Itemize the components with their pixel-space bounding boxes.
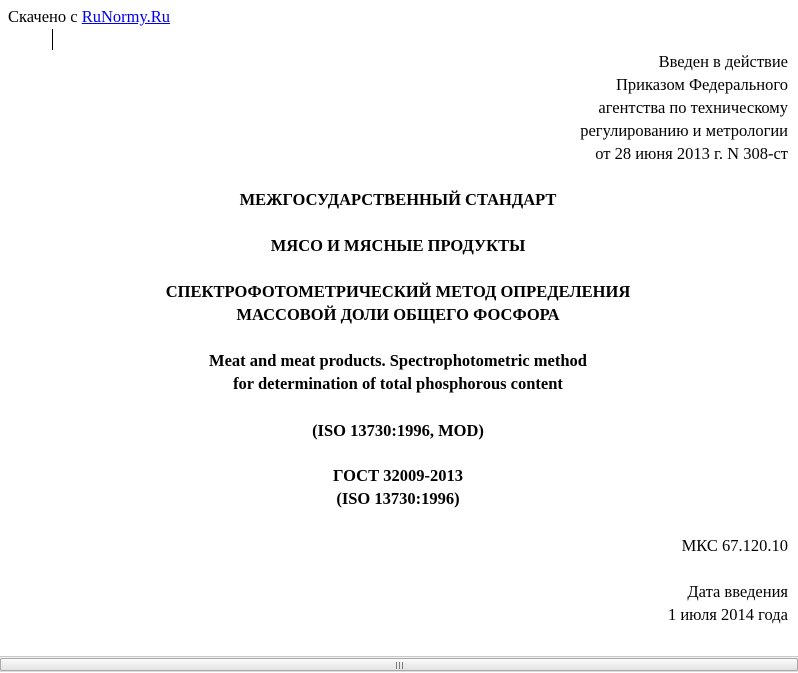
approval-line: агентства по техническому	[598, 98, 788, 117]
scrollbar-thumb[interactable]	[0, 658, 798, 671]
subject-heading: МЯСО И МЯСНЫЕ ПРОДУКТЫ	[270, 236, 526, 255]
introduction-date-value: 1 июля 2014 года	[667, 605, 788, 624]
english-title-line: Meat and meat products. Spectrophotometric method	[209, 351, 587, 370]
approval-line: Введен в действие	[658, 52, 788, 71]
english-title	[0, 349, 796, 395]
approval-line: от 28 июня 2013 г. N 308-ст	[595, 144, 788, 163]
text-cursor	[52, 29, 53, 50]
iso-reference: (ISO 13730:1996, MOD)	[312, 421, 484, 440]
source-line	[8, 5, 170, 28]
downloaded-from-label: Скачено с	[8, 7, 78, 26]
approval-line: регулированию и метрологии	[580, 121, 788, 140]
approval-line: Приказом Федерального	[615, 75, 788, 94]
mks-code: МКС 67.120.10	[681, 536, 788, 555]
runormy-link[interactable]: RuNormy.Ru	[81, 7, 171, 26]
horizontal-scrollbar[interactable]	[0, 656, 798, 672]
gost-line: ГОСТ 32009-2013	[333, 466, 463, 485]
gost-designation	[0, 464, 796, 510]
standard-type-heading: МЕЖГОСУДАРСТВЕННЫЙ СТАНДАРТ	[239, 190, 557, 209]
approval-block	[580, 50, 788, 165]
english-title-line: for determination of total phosphorous content	[233, 374, 563, 393]
method-heading-line: СПЕКТРОФОТОМЕТРИЧЕСКИЙ МЕТОД ОПРЕДЕЛЕНИЯ	[165, 282, 631, 301]
method-heading-line: МАССОВОЙ ДОЛИ ОБЩЕГО ФОСФОРА	[236, 305, 560, 324]
introduction-date-block	[668, 580, 788, 626]
introduction-date-label: Дата введения	[687, 582, 788, 601]
method-heading	[0, 280, 796, 326]
gost-line: (ISO 13730:1996)	[336, 489, 460, 508]
grip-icon	[396, 662, 405, 669]
